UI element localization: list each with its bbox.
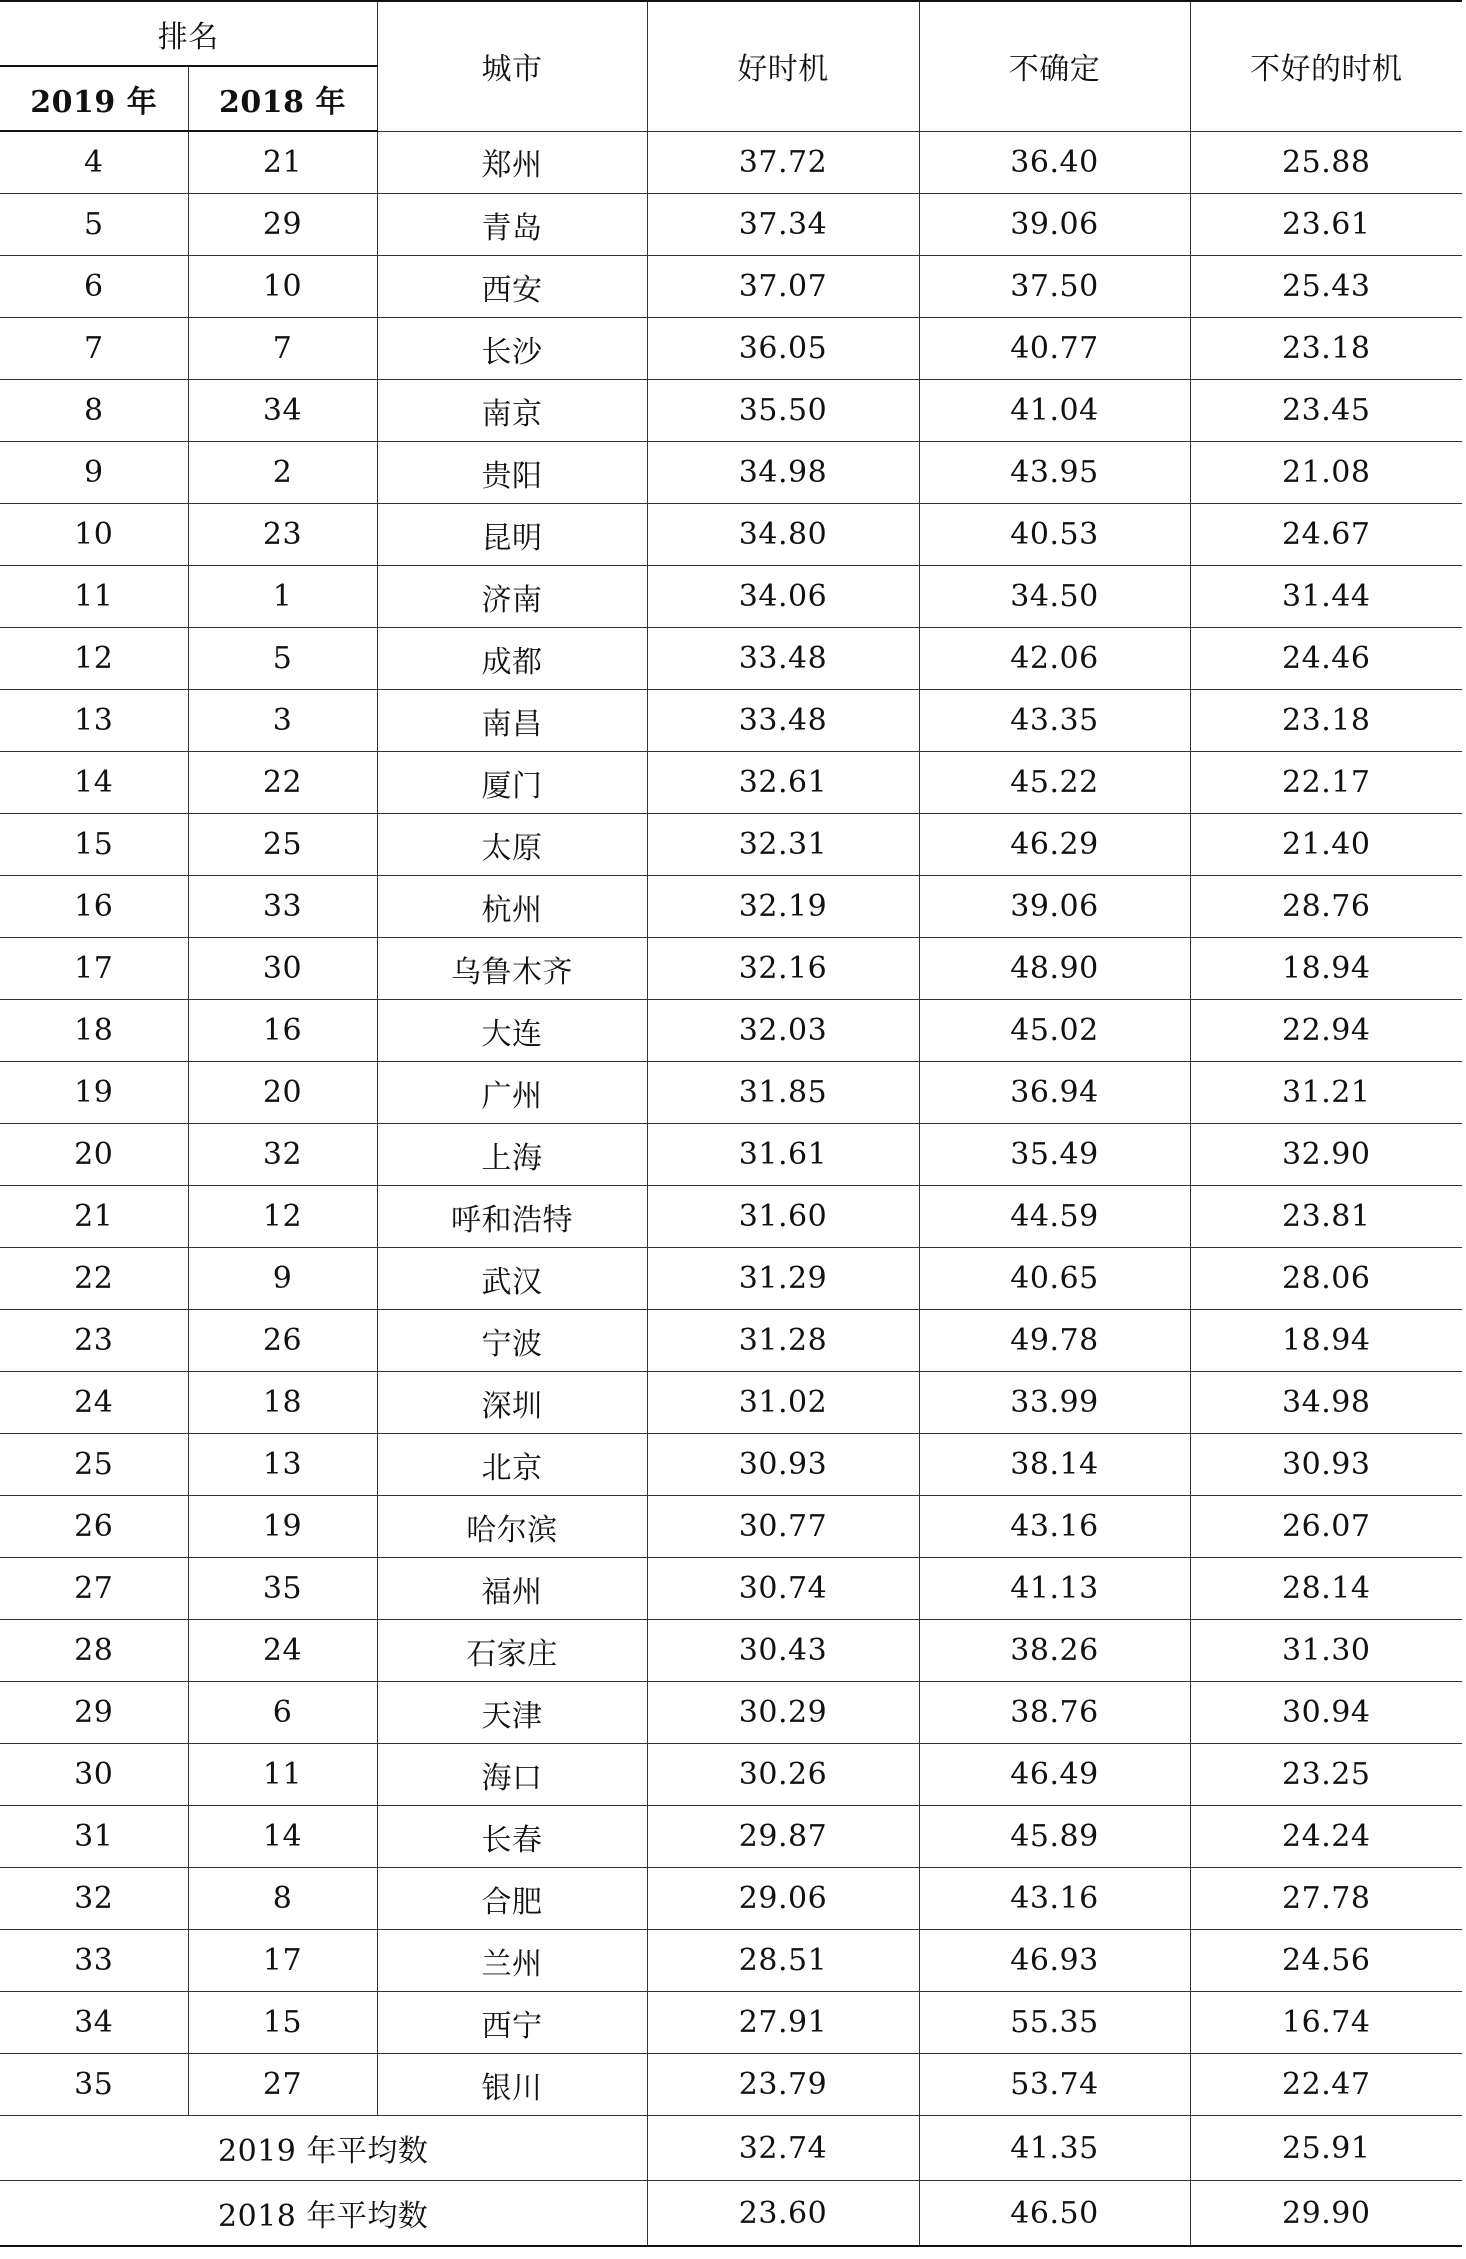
- city-cell: 长沙: [377, 318, 647, 380]
- table-row: [0, 1310, 1462, 1372]
- rank-2019-cell: 34: [0, 1992, 188, 2054]
- good-time-cell: 37.72: [647, 131, 919, 194]
- good-time-cell: 30.74: [647, 1558, 919, 1620]
- rank-2019-cell: 12: [0, 628, 188, 690]
- uncertain-cell: 40.65: [919, 1248, 1190, 1310]
- city-cell: 武汉: [377, 1248, 647, 1310]
- rank-2019-cell: 29: [0, 1682, 188, 1744]
- average-label: 2018 年平均数: [0, 2181, 647, 2247]
- table-row: [0, 938, 1462, 1000]
- bad-time-cell: 32.90: [1190, 1124, 1462, 1186]
- uncertain-cell: 33.99: [919, 1372, 1190, 1434]
- rank-2019-cell: 25: [0, 1434, 188, 1496]
- city-cell: 南京: [377, 380, 647, 442]
- rank-2018-cell: 21: [188, 131, 377, 194]
- city-header: 城市: [377, 1, 647, 131]
- rank-2018-cell: 25: [188, 814, 377, 876]
- rank-2019-cell: 13: [0, 690, 188, 752]
- uncertain-cell: 45.89: [919, 1806, 1190, 1868]
- table-row: [0, 1682, 1462, 1744]
- uncertain-cell: 36.94: [919, 1062, 1190, 1124]
- rank-2019-cell: 23: [0, 1310, 188, 1372]
- rank-2019-cell: 17: [0, 938, 188, 1000]
- rank-2018-cell: 27: [188, 2054, 377, 2116]
- city-cell: 深圳: [377, 1372, 647, 1434]
- good-time-cell: 31.29: [647, 1248, 919, 1310]
- rank-2018-cell: 32: [188, 1124, 377, 1186]
- rank-2019-header: 2019 年: [0, 66, 188, 131]
- rank-2019-cell: 14: [0, 752, 188, 814]
- rank-2019-cell: 16: [0, 876, 188, 938]
- good-time-cell: 32.03: [647, 1000, 919, 1062]
- rank-2018-cell: 16: [188, 1000, 377, 1062]
- uncertain-cell: 38.14: [919, 1434, 1190, 1496]
- good-time-cell: 28.51: [647, 1930, 919, 1992]
- rank-2018-cell: 1: [188, 566, 377, 628]
- good-time-cell: 29.87: [647, 1806, 919, 1868]
- bad-time-cell: 28.76: [1190, 876, 1462, 938]
- table-row: [0, 1744, 1462, 1806]
- uncertain-cell: 38.26: [919, 1620, 1190, 1682]
- rank-2018-cell: 12: [188, 1186, 377, 1248]
- rank-2019-cell: 11: [0, 566, 188, 628]
- rank-2019-cell: 7: [0, 318, 188, 380]
- rank-2018-cell: 9: [188, 1248, 377, 1310]
- good-time-cell: 34.80: [647, 504, 919, 566]
- city-cell: 银川: [377, 2054, 647, 2116]
- city-cell: 西宁: [377, 1992, 647, 2054]
- bad-time-cell: 34.98: [1190, 1372, 1462, 1434]
- rank-2018-cell: 30: [188, 938, 377, 1000]
- table-row: [0, 1000, 1462, 1062]
- city-cell: 成都: [377, 628, 647, 690]
- average-bad-cell: 25.91: [1190, 2116, 1462, 2181]
- table-row: [0, 1558, 1462, 1620]
- bad-time-cell: 18.94: [1190, 1310, 1462, 1372]
- rank-2018-cell: 34: [188, 380, 377, 442]
- rank-2019-cell: 35: [0, 2054, 188, 2116]
- uncertain-cell: 40.77: [919, 318, 1190, 380]
- table-row: [0, 752, 1462, 814]
- bad-time-cell: 28.06: [1190, 1248, 1462, 1310]
- table-row: [0, 2054, 1462, 2116]
- table-row: [0, 442, 1462, 504]
- rank-2019-cell: 9: [0, 442, 188, 504]
- uncertain-cell: 44.59: [919, 1186, 1190, 1248]
- good-time-cell: 29.06: [647, 1868, 919, 1930]
- good-time-cell: 34.06: [647, 566, 919, 628]
- rank-2018-cell: 33: [188, 876, 377, 938]
- rank-2018-cell: 15: [188, 1992, 377, 2054]
- bad-time-cell: 23.18: [1190, 318, 1462, 380]
- table-row: [0, 1930, 1462, 1992]
- good-time-cell: 36.05: [647, 318, 919, 380]
- average-bad-cell: 29.90: [1190, 2181, 1462, 2247]
- rank-2019-cell: 15: [0, 814, 188, 876]
- bad-time-cell: 22.94: [1190, 1000, 1462, 1062]
- table-row: [0, 1248, 1462, 1310]
- average-label: 2019 年平均数: [0, 2116, 647, 2181]
- good-time-cell: 30.93: [647, 1434, 919, 1496]
- rank-2018-cell: 8: [188, 1868, 377, 1930]
- average-good-cell: 23.60: [647, 2181, 919, 2247]
- uncertain-cell: 49.78: [919, 1310, 1190, 1372]
- rank-2018-cell: 7: [188, 318, 377, 380]
- table-row: [0, 1186, 1462, 1248]
- uncertain-cell: 43.35: [919, 690, 1190, 752]
- table-row: [0, 1806, 1462, 1868]
- rank-2019-cell: 33: [0, 1930, 188, 1992]
- good-time-cell: 31.02: [647, 1372, 919, 1434]
- city-cell: 福州: [377, 1558, 647, 1620]
- rank-2018-cell: 20: [188, 1062, 377, 1124]
- city-cell: 大连: [377, 1000, 647, 1062]
- uncertain-cell: 38.76: [919, 1682, 1190, 1744]
- uncertain-cell: 41.04: [919, 380, 1190, 442]
- table-row: [0, 690, 1462, 752]
- bad-time-cell: 21.40: [1190, 814, 1462, 876]
- table-row: [0, 566, 1462, 628]
- good-time-cell: 30.77: [647, 1496, 919, 1558]
- bad-time-cell: 27.78: [1190, 1868, 1462, 1930]
- table-row: [0, 1124, 1462, 1186]
- uncertain-cell: 34.50: [919, 566, 1190, 628]
- rank-2019-cell: 30: [0, 1744, 188, 1806]
- table-row: [0, 1062, 1462, 1124]
- uncertain-cell: 45.02: [919, 1000, 1190, 1062]
- rank-2018-cell: 5: [188, 628, 377, 690]
- uncertain-cell: 42.06: [919, 628, 1190, 690]
- average-row: [0, 2181, 1462, 2247]
- rank-2018-cell: 14: [188, 1806, 377, 1868]
- rank-2018-cell: 23: [188, 504, 377, 566]
- good-time-cell: 35.50: [647, 380, 919, 442]
- uncertain-cell: 46.49: [919, 1744, 1190, 1806]
- uncertain-cell: 48.90: [919, 938, 1190, 1000]
- bad-time-cell: 22.17: [1190, 752, 1462, 814]
- city-cell: 太原: [377, 814, 647, 876]
- uncertain-cell: 43.16: [919, 1496, 1190, 1558]
- good-time-cell: 30.29: [647, 1682, 919, 1744]
- city-cell: 上海: [377, 1124, 647, 1186]
- uncertain-cell: 35.49: [919, 1124, 1190, 1186]
- rank-2018-cell: 22: [188, 752, 377, 814]
- city-cell: 南昌: [377, 690, 647, 752]
- bad-time-cell: 16.74: [1190, 1992, 1462, 2054]
- bad-time-cell: 23.25: [1190, 1744, 1462, 1806]
- bad-time-cell: 28.14: [1190, 1558, 1462, 1620]
- table-row: [0, 318, 1462, 380]
- rank-2018-cell: 13: [188, 1434, 377, 1496]
- uncertain-cell: 43.16: [919, 1868, 1190, 1930]
- rank-2018-cell: 35: [188, 1558, 377, 1620]
- rank-2018-cell: 2: [188, 442, 377, 504]
- city-cell: 广州: [377, 1062, 647, 1124]
- bad-time-cell: 30.93: [1190, 1434, 1462, 1496]
- bad-time-cell: 23.18: [1190, 690, 1462, 752]
- rank-2018-cell: 11: [188, 1744, 377, 1806]
- bad-time-cell: 22.47: [1190, 2054, 1462, 2116]
- table-row: [0, 1868, 1462, 1930]
- good-time-cell: 31.85: [647, 1062, 919, 1124]
- bad-time-cell: 25.88: [1190, 131, 1462, 194]
- table-row: [0, 194, 1462, 256]
- bad-time-header: 不好的时机: [1190, 1, 1462, 131]
- header-row-1: [0, 1, 1462, 66]
- uncertain-cell: 53.74: [919, 2054, 1190, 2116]
- rank-2019-cell: 4: [0, 131, 188, 194]
- average-uncertain-cell: 46.50: [919, 2181, 1190, 2247]
- average-good-cell: 32.74: [647, 2116, 919, 2181]
- good-time-cell: 32.16: [647, 938, 919, 1000]
- rank-2019-cell: 20: [0, 1124, 188, 1186]
- bad-time-cell: 23.45: [1190, 380, 1462, 442]
- table-row: [0, 131, 1462, 194]
- good-time-cell: 33.48: [647, 690, 919, 752]
- average-uncertain-cell: 41.35: [919, 2116, 1190, 2181]
- uncertain-cell: 41.13: [919, 1558, 1190, 1620]
- good-time-cell: 33.48: [647, 628, 919, 690]
- uncertain-header: 不确定: [919, 1, 1190, 131]
- city-cell: 济南: [377, 566, 647, 628]
- average-row: [0, 2116, 1462, 2181]
- uncertain-cell: 37.50: [919, 256, 1190, 318]
- good-time-cell: 30.26: [647, 1744, 919, 1806]
- city-cell: 兰州: [377, 1930, 647, 1992]
- bad-time-cell: 30.94: [1190, 1682, 1462, 1744]
- uncertain-cell: 55.35: [919, 1992, 1190, 2054]
- city-cell: 宁波: [377, 1310, 647, 1372]
- good-time-cell: 32.61: [647, 752, 919, 814]
- uncertain-cell: 36.40: [919, 131, 1190, 194]
- rank-2018-cell: 24: [188, 1620, 377, 1682]
- bad-time-cell: 18.94: [1190, 938, 1462, 1000]
- uncertain-cell: 39.06: [919, 876, 1190, 938]
- rank-2018-cell: 29: [188, 194, 377, 256]
- good-time-cell: 37.34: [647, 194, 919, 256]
- table-row: [0, 1434, 1462, 1496]
- good-time-cell: 27.91: [647, 1992, 919, 2054]
- table-row: [0, 814, 1462, 876]
- table-row: [0, 1620, 1462, 1682]
- city-cell: 西安: [377, 256, 647, 318]
- bad-time-cell: 21.08: [1190, 442, 1462, 504]
- rank-2019-cell: 31: [0, 1806, 188, 1868]
- city-cell: 昆明: [377, 504, 647, 566]
- rank-2019-cell: 6: [0, 256, 188, 318]
- rank-2019-cell: 19: [0, 1062, 188, 1124]
- rank-2019-cell: 21: [0, 1186, 188, 1248]
- rank-2019-cell: 28: [0, 1620, 188, 1682]
- table-row: [0, 504, 1462, 566]
- rank-2018-cell: 26: [188, 1310, 377, 1372]
- rank-2019-cell: 27: [0, 1558, 188, 1620]
- city-cell: 贵阳: [377, 442, 647, 504]
- rank-2019-cell: 10: [0, 504, 188, 566]
- uncertain-cell: 43.95: [919, 442, 1190, 504]
- bad-time-cell: 25.43: [1190, 256, 1462, 318]
- city-cell: 郑州: [377, 131, 647, 194]
- bad-time-cell: 24.46: [1190, 628, 1462, 690]
- uncertain-cell: 46.93: [919, 1930, 1190, 1992]
- city-cell: 杭州: [377, 876, 647, 938]
- city-cell: 天津: [377, 1682, 647, 1744]
- rank-2018-cell: 3: [188, 690, 377, 752]
- good-time-header: 好时机: [647, 1, 919, 131]
- bad-time-cell: 24.67: [1190, 504, 1462, 566]
- uncertain-cell: 46.29: [919, 814, 1190, 876]
- bad-time-cell: 23.61: [1190, 194, 1462, 256]
- rank-2019-cell: 24: [0, 1372, 188, 1434]
- table-row: [0, 256, 1462, 318]
- good-time-cell: 37.07: [647, 256, 919, 318]
- uncertain-cell: 45.22: [919, 752, 1190, 814]
- uncertain-cell: 40.53: [919, 504, 1190, 566]
- good-time-cell: 30.43: [647, 1620, 919, 1682]
- rank-2019-cell: 26: [0, 1496, 188, 1558]
- good-time-cell: 31.61: [647, 1124, 919, 1186]
- table-row: [0, 1992, 1462, 2054]
- table-row: [0, 628, 1462, 690]
- good-time-cell: 32.31: [647, 814, 919, 876]
- bad-time-cell: 23.81: [1190, 1186, 1462, 1248]
- bad-time-cell: 24.56: [1190, 1930, 1462, 1992]
- table-row: [0, 380, 1462, 442]
- rank-2019-cell: 5: [0, 194, 188, 256]
- city-cell: 哈尔滨: [377, 1496, 647, 1558]
- bad-time-cell: 31.44: [1190, 566, 1462, 628]
- rank-2018-cell: 19: [188, 1496, 377, 1558]
- city-cell: 青岛: [377, 194, 647, 256]
- table-row: [0, 876, 1462, 938]
- city-cell: 长春: [377, 1806, 647, 1868]
- bad-time-cell: 24.24: [1190, 1806, 1462, 1868]
- city-cell: 北京: [377, 1434, 647, 1496]
- city-cell: 合肥: [377, 1868, 647, 1930]
- table-body: [0, 131, 1462, 2246]
- rank-2018-cell: 10: [188, 256, 377, 318]
- good-time-cell: 31.28: [647, 1310, 919, 1372]
- city-cell: 厦门: [377, 752, 647, 814]
- rank-2019-cell: 8: [0, 380, 188, 442]
- rank-2019-cell: 32: [0, 1868, 188, 1930]
- bad-time-cell: 31.30: [1190, 1620, 1462, 1682]
- rank-2019-cell: 22: [0, 1248, 188, 1310]
- city-cell: 海口: [377, 1744, 647, 1806]
- rank-2019-cell: 18: [0, 1000, 188, 1062]
- rank-2018-header: 2018 年: [188, 66, 377, 131]
- rank-2018-cell: 17: [188, 1930, 377, 1992]
- city-cell: 乌鲁木齐: [377, 938, 647, 1000]
- city-cell: 呼和浩特: [377, 1186, 647, 1248]
- rank-2018-cell: 6: [188, 1682, 377, 1744]
- rank-header: 排名: [0, 1, 377, 66]
- good-time-cell: 32.19: [647, 876, 919, 938]
- city-cell: 石家庄: [377, 1620, 647, 1682]
- good-time-cell: 34.98: [647, 442, 919, 504]
- table-row: [0, 1496, 1462, 1558]
- bad-time-cell: 31.21: [1190, 1062, 1462, 1124]
- table-row: [0, 1372, 1462, 1434]
- good-time-cell: 31.60: [647, 1186, 919, 1248]
- uncertain-cell: 39.06: [919, 194, 1190, 256]
- rank-2018-cell: 18: [188, 1372, 377, 1434]
- good-time-cell: 23.79: [647, 2054, 919, 2116]
- bad-time-cell: 26.07: [1190, 1496, 1462, 1558]
